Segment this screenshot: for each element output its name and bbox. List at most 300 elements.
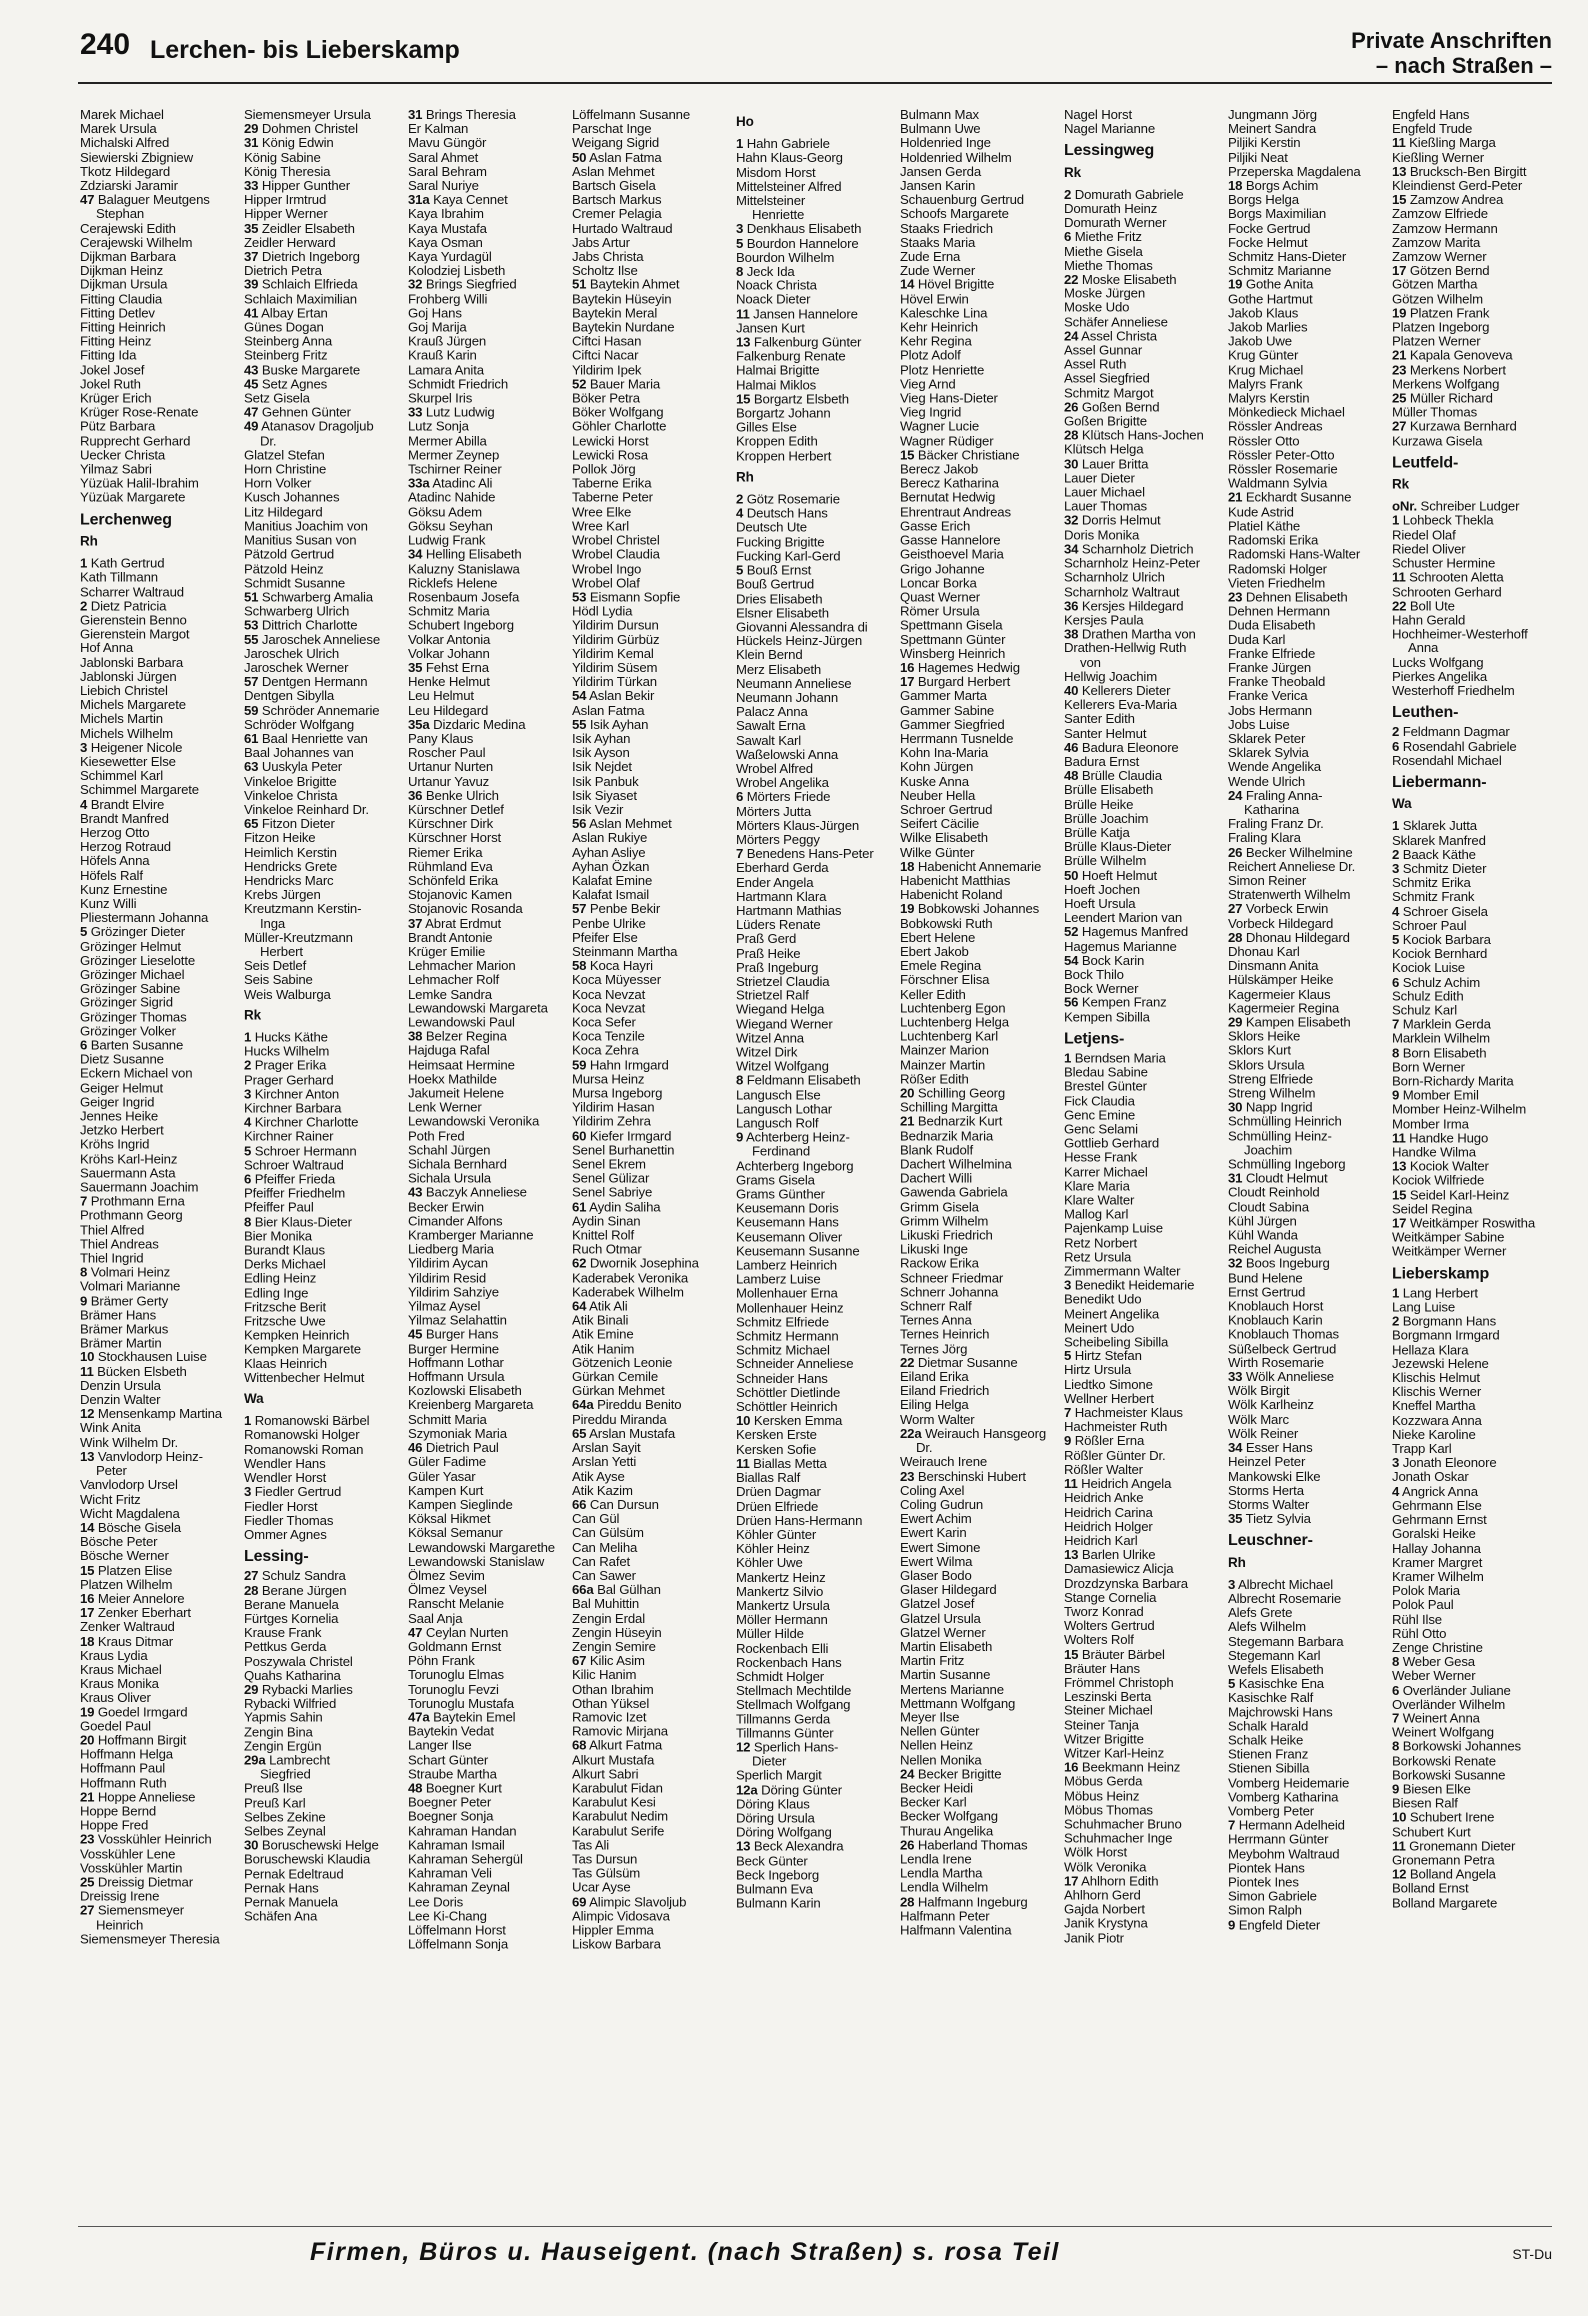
directory-entry: Retz Norbert <box>1064 1235 1137 1251</box>
directory-entry: Rühl Ilse <box>1392 1611 1442 1627</box>
directory-entry: Grözinger Helmut <box>80 938 181 954</box>
directory-entry: 35a Dizdaric Medina <box>408 716 526 732</box>
directory-entry: Heimsaat Hermine <box>408 1057 515 1073</box>
directory-entry: Schubert Ingeborg <box>408 617 514 633</box>
directory-entry: Lewandowski Margareta <box>408 1000 548 1016</box>
directory-entry: Wrobel Olaf <box>572 575 640 591</box>
directory-entry: Boegner Peter <box>408 1794 492 1810</box>
house-number: 2 <box>80 598 88 613</box>
directory-entry: 47 Gehnen Günter <box>244 404 351 420</box>
directory-entry: Schauenburg Gertrud <box>900 192 1024 208</box>
directory-entry: Ternes Anna <box>900 1312 972 1328</box>
directory-entry: Praß Ingeburg <box>736 959 819 975</box>
directory-entry: 26 Becker Wilhelmine <box>1228 844 1353 860</box>
directory-entry: Pfeiffer Paul <box>244 1199 314 1215</box>
directory-entry: Zimmermann Walter <box>1064 1263 1181 1279</box>
directory-entry: 9 Biesen Elke <box>1392 1781 1471 1797</box>
house-number: 57 <box>244 674 259 690</box>
directory-entry: Fritzsche Berit <box>244 1299 327 1315</box>
directory-entry: Storms Walter <box>1228 1496 1310 1512</box>
directory-entry: 26 Haberland Thomas <box>900 1837 1028 1853</box>
directory-entry: 2 Baack Käthe <box>1392 846 1476 862</box>
directory-entry: 9 Engfeld Dieter <box>1228 1917 1321 1933</box>
directory-entry: Michels Wilhelm <box>80 725 174 741</box>
directory-entry: Fritzsche Uwe <box>244 1313 326 1329</box>
directory-entry: Sawalt Karl <box>736 732 802 748</box>
directory-entry: 7 Hachmeister Klaus <box>1064 1405 1183 1421</box>
directory-entry: 13 Kociok Walter <box>1392 1158 1489 1174</box>
directory-entry: Kahraman Zeynal <box>408 1879 510 1895</box>
house-number: 35 <box>1228 1511 1243 1527</box>
directory-entry: Gasse Hannelore <box>900 532 1001 548</box>
street-heading: Lessing- <box>244 1548 309 1566</box>
directory-entry: Stegemann Barbara <box>1228 1633 1344 1649</box>
house-number: 5 <box>1228 1675 1236 1691</box>
directory-entry: Karabulut Nedim <box>572 1808 668 1824</box>
directory-entry: Seifert Cäcilie <box>900 816 980 832</box>
house-number: 9 <box>1064 1433 1072 1449</box>
directory-entry: Witzel Dirk <box>736 1044 798 1060</box>
directory-entry: Mursa Heinz <box>572 1071 645 1087</box>
directory-entry: Othan Ibrahim <box>572 1681 654 1697</box>
directory-entry: Bouß Gertrud <box>736 576 815 592</box>
house-number: 21 <box>1392 348 1407 364</box>
directory-entry: Waldmann Sylvia <box>1228 475 1328 491</box>
directory-entry: Rupprecht Gerhard <box>80 433 191 449</box>
directory-entry: Marek Ursula <box>80 121 157 137</box>
directory-entry: Marklein Wilhelm <box>1392 1031 1490 1047</box>
directory-entry: Handke Wilma <box>1392 1144 1476 1160</box>
directory-entry: Yüzüak Margarete <box>80 489 186 505</box>
house-number: 6 <box>736 789 744 805</box>
house-number: 47a <box>408 1709 430 1725</box>
house-number: 9 <box>80 1292 88 1308</box>
directory-entry: Franke Verica <box>1228 688 1308 704</box>
district-heading: Wa <box>244 1391 264 1407</box>
directory-entry: Pettkus Gerda <box>244 1639 327 1655</box>
directory-entry: Preuß Karl <box>244 1795 306 1811</box>
house-number: 30 <box>1228 1099 1243 1115</box>
directory-entry: Nellen Heinz <box>900 1738 973 1754</box>
directory-entry: 21 Bednarzik Kurt <box>900 1114 1003 1129</box>
header-right-line1: Private Anschriften <box>1351 28 1552 53</box>
directory-entry: 9 Momber Emil <box>1392 1087 1479 1103</box>
directory-entry: Vieg Ingrid <box>900 404 962 420</box>
directory-entry: Kaleschke Lina <box>900 305 988 321</box>
directory-entry: Prager Gerhard <box>244 1072 334 1088</box>
directory-entry: Domurath Heinz <box>1064 200 1158 216</box>
directory-entry: 3 Benedikt Heidemarie <box>1064 1277 1195 1293</box>
header-right <box>1351 28 1552 78</box>
directory-entry: 35 Tietz Sylvia <box>1228 1511 1311 1527</box>
directory-entry: 56 Aslan Mehmet <box>572 816 672 832</box>
entry-continuation: Anna <box>1408 640 1439 656</box>
directory-entry: Geiger Ingrid <box>80 1094 155 1110</box>
house-number: 2 <box>1392 846 1400 862</box>
street-heading: Lessingweg <box>1064 142 1155 160</box>
directory-entry: Brülle Klaus-Dieter <box>1064 839 1172 855</box>
house-number: 15 <box>736 391 751 407</box>
directory-entry: 14 Bösche Gisela <box>80 1519 181 1535</box>
house-number: 31 <box>244 135 259 151</box>
directory-entry: Wolters Rolf <box>1064 1632 1134 1648</box>
directory-entry: Grimm Wilhelm <box>900 1213 989 1229</box>
directory-entry: Focke Helmut <box>1228 234 1308 250</box>
directory-entry: Boegner Sonja <box>408 1808 494 1824</box>
directory-entry: Krause Frank <box>244 1624 322 1640</box>
directory-entry: 22 Moske Elisabeth <box>1064 271 1177 287</box>
directory-entry: Stellmach Wolfgang <box>736 1697 851 1713</box>
house-number: 32 <box>1228 1255 1243 1271</box>
directory-entry: Weber Werner <box>1392 1668 1476 1684</box>
directory-entry: Pöhn Frank <box>408 1652 475 1668</box>
directory-entry: 14 Hövel Brigitte <box>900 277 995 293</box>
house-number: 40 <box>1064 683 1079 699</box>
directory-entry: Kalafat Emine <box>572 872 653 888</box>
directory-entry: Tas Dursun <box>572 1851 638 1867</box>
directory-entry: 56 Kempen Franz <box>1064 995 1167 1011</box>
directory-entry: Ciftci Hasan <box>572 333 642 349</box>
directory-entry: Alefs Grete <box>1228 1605 1293 1621</box>
directory-entry: Böker Petra <box>572 390 640 406</box>
house-number: 24 <box>1064 328 1079 344</box>
house-number: 16 <box>1064 1759 1079 1775</box>
directory-entry: Sawalt Erna <box>736 718 806 734</box>
directory-entry: Miethe Gisela <box>1064 243 1143 259</box>
directory-entry: 6 Barten Susanne <box>80 1037 184 1053</box>
directory-entry: 52 Hagemus Manfred <box>1064 924 1189 940</box>
directory-entry: Kampen Kurt <box>408 1482 484 1498</box>
directory-entry: Coling Axel <box>900 1482 965 1498</box>
directory-entry: 3 Albrecht Michael <box>1228 1576 1334 1592</box>
directory-entry: Goj Hans <box>408 305 462 321</box>
directory-entry: Klischis Helmut <box>1392 1370 1480 1386</box>
directory-entry: Simon Reiner <box>1228 872 1307 888</box>
house-number: 7 <box>1392 1016 1400 1032</box>
directory-entry: Lamara Anita <box>408 362 484 378</box>
house-number: 1 <box>244 1029 252 1045</box>
directory-entry: Fitting Heinrich <box>80 319 166 335</box>
directory-entry: Zengin Bina <box>244 1724 313 1740</box>
house-number: 15 <box>80 1562 95 1578</box>
directory-entry: Malyrs Frank <box>1228 376 1303 392</box>
directory-entry: Brülle Heike <box>1064 796 1134 812</box>
directory-entry: Jobs Hermann <box>1228 702 1312 718</box>
street-heading: Letjens- <box>1064 1030 1125 1048</box>
directory-entry: Vieg Hans-Dieter <box>900 390 998 406</box>
directory-entry: Hucks Wilhelm <box>244 1043 330 1059</box>
directory-entry: Seidel Regina <box>1392 1201 1473 1217</box>
directory-entry: Vinkeloe Reinhard Dr. <box>244 801 369 817</box>
directory-entry: 16 Hagemes Hedwig <box>900 660 1020 676</box>
directory-entry: Mollenhauer Heinz <box>736 1299 844 1315</box>
directory-column <box>1392 108 1556 2220</box>
directory-entry: Kehr Regina <box>900 333 972 349</box>
directory-entry: Pätzold Heinz <box>244 560 324 576</box>
directory-entry: 55 Isik Ayhan <box>572 716 649 732</box>
house-number: 15 <box>1064 1646 1079 1662</box>
directory-entry: Lehmacher Rolf <box>408 972 499 988</box>
directory-entry: 66 Can Dursun <box>572 1496 659 1512</box>
directory-entry: Becker Wolfgang <box>900 1808 998 1824</box>
directory-entry: 17 Zenker Eberhart <box>80 1605 191 1621</box>
directory-entry: Rössler Andreas <box>1228 419 1323 435</box>
directory-entry: 32 Boos Ingeburg <box>1228 1255 1330 1271</box>
directory-entry: König Theresia <box>244 163 331 179</box>
directory-entry: Burandt Klaus <box>244 1242 325 1258</box>
directory-entry: Isik Ayhan <box>572 731 631 747</box>
directory-entry: 18 Kraus Ditmar <box>80 1633 174 1649</box>
directory-entry: Glatzel Josef <box>900 1596 975 1612</box>
directory-entry: Thiel Alfred <box>80 1222 145 1238</box>
directory-entry: Michels Martin <box>80 711 163 727</box>
directory-entry: 35 Fehst Erna <box>408 660 489 676</box>
directory-entry: Blank Rudolf <box>900 1142 973 1158</box>
directory-entry: Zenker Waltraud <box>80 1619 175 1635</box>
directory-entry: Rößler Günter Dr. <box>1064 1447 1166 1463</box>
directory-entry: 16 Beekmann Heinz <box>1064 1759 1181 1775</box>
house-number: 45 <box>244 376 259 392</box>
directory-entry: Goldmann Ernst <box>408 1638 502 1654</box>
directory-entry: 2 Götz Rosemarie <box>736 491 840 507</box>
house-number: 2 <box>1392 724 1400 740</box>
directory-entry: Köhler Günter <box>736 1526 817 1542</box>
directory-entry: Focke Gertrud <box>1228 220 1311 236</box>
directory-entry: Yildirim Ipek <box>572 362 642 378</box>
directory-entry: Fitting Ida <box>80 348 137 364</box>
directory-entry: 13 Vanvlodorp Heinz- <box>80 1449 203 1464</box>
directory-entry: Volkar Johann <box>408 645 490 661</box>
house-number: 23 <box>1228 589 1243 605</box>
directory-entry: Mittelsteiner Alfred <box>736 178 842 194</box>
directory-entry: Sklarek Peter <box>1228 731 1306 747</box>
directory-entry: Isik Nejdet <box>572 759 632 775</box>
directory-entry: Sklors Heike <box>1228 1028 1301 1044</box>
house-number: 24 <box>900 1766 915 1782</box>
directory-entry: Ayhan Özkan <box>572 858 650 874</box>
directory-entry: Mermer Abilla <box>408 433 487 449</box>
directory-entry: Göksu Adem <box>408 504 482 520</box>
street-heading: Leuthen- <box>1392 704 1459 722</box>
directory-entry: Wiegand Werner <box>736 1016 833 1032</box>
directory-entry: Kühl Jürgen <box>1228 1213 1297 1229</box>
directory-entry: Dehnen Hermann <box>1228 603 1330 619</box>
directory-entry: Szymoniak Maria <box>408 1426 507 1442</box>
house-number: 34 <box>408 546 423 562</box>
directory-entry: Zamzow Hermann <box>1392 220 1498 236</box>
directory-entry: 65 Fitzon Dieter <box>244 816 335 832</box>
directory-entry: Martin Susanne <box>900 1667 991 1683</box>
directory-entry: Schalk Heike <box>1228 1732 1304 1748</box>
house-number: 29 <box>244 121 259 137</box>
directory-entry: Mermer Zeynep <box>408 447 500 463</box>
directory-entry: Siemensmeyer Ursula <box>244 108 371 122</box>
directory-entry: 7 Prothmann Erna <box>80 1193 185 1209</box>
directory-entry: 10 Schubert Irene <box>1392 1809 1495 1825</box>
directory-entry: Höfels Ralf <box>80 867 143 883</box>
house-number: 62 <box>572 1255 587 1271</box>
directory-entry: Rößer Edith <box>900 1071 969 1087</box>
directory-entry: Ebert Jakob <box>900 943 969 959</box>
directory-entry: Kraus Monika <box>80 1675 159 1691</box>
directory-entry: Plotz Adolf <box>900 348 961 364</box>
directory-entry: Herzog Otto <box>80 824 150 840</box>
directory-entry: 15 Bräuter Bärbel <box>1064 1646 1165 1662</box>
directory-entry: Schmülling Heinrich <box>1228 1114 1342 1129</box>
district-heading: Rk <box>1392 476 1409 492</box>
house-number: 32 <box>408 277 423 293</box>
directory-entry: Can Meliha <box>572 1539 638 1555</box>
directory-entry: 61 Aydin Saliha <box>572 1199 661 1215</box>
directory-entry: Brülle Elisabeth <box>1064 782 1154 798</box>
directory-entry: Schöttler Dietlinde <box>736 1385 841 1401</box>
directory-entry: Bartsch Markus <box>572 192 662 208</box>
directory-entry: Kahraman Veli <box>408 1865 492 1881</box>
directory-entry: Malyrs Kerstin <box>1228 390 1310 406</box>
directory-entry: 33 Lutz Ludwig <box>408 404 495 420</box>
directory-entry: Schmitz Hans-Dieter <box>1228 248 1347 264</box>
directory-entry: Jansen Karin <box>900 177 976 193</box>
directory-entry: Falkenburg Renate <box>736 348 846 364</box>
directory-entry: Drüen Hans-Hermann <box>736 1512 863 1528</box>
directory-entry: Lauer Thomas <box>1064 498 1147 514</box>
directory-column <box>1228 108 1392 2220</box>
house-number: 1 <box>1392 512 1400 528</box>
directory-entry: Mankertz Silvio <box>736 1583 824 1599</box>
directory-entry: 28 Dhonau Hildegard <box>1228 929 1350 945</box>
directory-entry: Rühl Otto <box>1392 1625 1447 1641</box>
house-number: 1 <box>1064 1050 1072 1066</box>
directory-column <box>900 108 1064 2220</box>
directory-entry: Vosskühler Lene <box>80 1846 176 1862</box>
directory-entry: 46 Badura Eleonore <box>1064 739 1179 755</box>
house-number: 15 <box>900 447 915 463</box>
house-number: 52 <box>572 376 587 392</box>
directory-entry: Wittenbecher Helmut <box>244 1370 365 1386</box>
house-number: 53 <box>244 617 259 633</box>
directory-entry: 64 Atik Ali <box>572 1298 628 1314</box>
directory-entry: Siemensmeyer Theresia <box>80 1931 220 1947</box>
directory-entry: Schulz Edith <box>1392 988 1464 1004</box>
directory-entry: 48 Brülle Claudia <box>1064 768 1162 784</box>
footer-code: ST-Du <box>1512 2246 1552 2262</box>
directory-entry: Palacz Anna <box>736 704 808 720</box>
directory-column <box>1064 108 1228 2220</box>
directory-entry: Gehrmann Ernst <box>1392 1512 1487 1528</box>
entry-continuation: Katharina <box>1244 801 1300 817</box>
directory-entry: Goßen Brigitte <box>1064 413 1147 429</box>
directory-entry: Scharnholz Waltraut <box>1064 583 1180 599</box>
directory-entry: 29a Lambrecht <box>244 1752 331 1768</box>
house-number: 37 <box>244 248 259 264</box>
directory-entry: Mainzer Martin <box>900 1057 986 1073</box>
directory-entry: Alimpic Vidosava <box>572 1908 670 1924</box>
directory-entry: Mainzer Marion <box>900 1043 989 1059</box>
directory-entry: Lendla Irene <box>900 1851 972 1867</box>
house-number: 64a <box>572 1397 594 1413</box>
directory-entry: Dreissig Irene <box>80 1888 160 1904</box>
directory-entry: Ender Angela <box>736 874 814 890</box>
directory-entry: Roscher Paul <box>408 745 486 761</box>
directory-entry: Brandt Manfred <box>80 810 169 826</box>
directory-entry: Wendler Horst <box>244 1470 327 1486</box>
directory-entry: Heidrich Holger <box>1064 1518 1153 1534</box>
directory-entry: Henke Helmut <box>408 674 490 690</box>
directory-entry: Jakumeit Helene <box>408 1085 504 1101</box>
directory-entry: Schart Günter <box>408 1752 489 1768</box>
directory-entry: Yildirim Dursun <box>572 617 659 633</box>
directory-entry: Mertens Marianne <box>900 1681 1004 1697</box>
directory-entry: Bulmann Karin <box>736 1895 821 1911</box>
directory-entry: Krauß Jürgen <box>408 333 487 349</box>
directory-entry: Holdenried Wilhelm <box>900 149 1012 165</box>
directory-entry: 2 Feldmann Dagmar <box>1392 724 1510 740</box>
directory-entry: Mönkedieck Michael <box>1228 404 1345 420</box>
directory-entry: Becker Karl <box>900 1794 967 1810</box>
directory-entry: Aslan Fatma <box>572 702 645 718</box>
street-heading: Lerchenweg <box>80 511 172 529</box>
house-number: 29 <box>1228 1014 1243 1030</box>
directory-entry: Platiel Käthe <box>1228 518 1301 534</box>
house-number: 11 <box>736 306 750 322</box>
directory-entry: Eckern Michael von <box>80 1066 193 1082</box>
directory-entry: Hückels Heinz-Jürgen <box>736 633 862 649</box>
directory-entry: 20 Schilling Georg <box>900 1085 1006 1101</box>
directory-entry: Yüzüak Halil-Ibrahim <box>80 475 199 491</box>
directory-entry: Ahlhorn Gerd <box>1064 1887 1141 1903</box>
directory-entry: 57 Dentgen Hermann <box>244 674 368 690</box>
directory-entry: Edling Heinz <box>244 1270 317 1286</box>
directory-entry: Schilling Margitta <box>900 1099 998 1115</box>
directory-entry: 23 Berschinski Hubert <box>900 1468 1026 1484</box>
directory-entry: Kersken Erste <box>736 1427 817 1443</box>
directory-entry: Genc Selami <box>1064 1121 1138 1137</box>
directory-entry: Heidrich Karl <box>1064 1532 1138 1548</box>
directory-entry: 35 Zeidler Elsabeth <box>244 220 355 236</box>
directory-entry: Jansen Kurt <box>736 320 805 336</box>
directory-entry: Wree Karl <box>572 518 630 534</box>
directory-entry: Borkowski Renate <box>1392 1753 1496 1769</box>
directory-entry: Jakob Uwe <box>1228 333 1292 349</box>
directory-entry: Yildirim Aycan <box>408 1255 488 1271</box>
page-number: 240 <box>80 28 131 61</box>
directory-entry: Rockenbach Hans <box>736 1654 842 1670</box>
directory-entry: Köksal Semanur <box>408 1525 503 1541</box>
directory-entry: Ternes Heinrich <box>900 1326 990 1342</box>
directory-entry: Geiger Helmut <box>80 1080 164 1096</box>
directory-entry: Weis Walburga <box>244 986 331 1002</box>
directory-entry: Heidrich Carina <box>1064 1504 1153 1520</box>
directory-entry: Mittelsteiner <box>736 192 806 208</box>
directory-entry: Mavu Güngör <box>408 135 487 151</box>
directory-entry: Elsner Elisabeth <box>736 605 829 620</box>
directory-entry: Bledau Sabine <box>1064 1064 1148 1080</box>
directory-entry: 5 Bourdon Hannelore <box>736 235 859 251</box>
directory-entry: Santer Edith <box>1064 711 1135 727</box>
directory-entry: Likuski Inge <box>900 1241 968 1257</box>
house-number: 31 <box>408 108 423 122</box>
directory-entry: Misdom Horst <box>736 164 816 180</box>
directory-entry: 25 Dreissig Dietmar <box>80 1874 193 1890</box>
street-heading: Lieberskamp <box>1392 1265 1490 1282</box>
directory-entry: Gammer Marta <box>900 688 987 704</box>
directory-entry: Güler Fadime <box>408 1454 487 1470</box>
house-number: 4 <box>80 796 88 812</box>
directory-entry: 50 Hoeft Helmut <box>1064 867 1158 883</box>
directory-entry: Keusemann Doris <box>736 1200 839 1216</box>
directory-entry: Piljiki Kerstin <box>1228 135 1301 151</box>
directory-entry: Keusemann Susanne <box>736 1243 860 1259</box>
